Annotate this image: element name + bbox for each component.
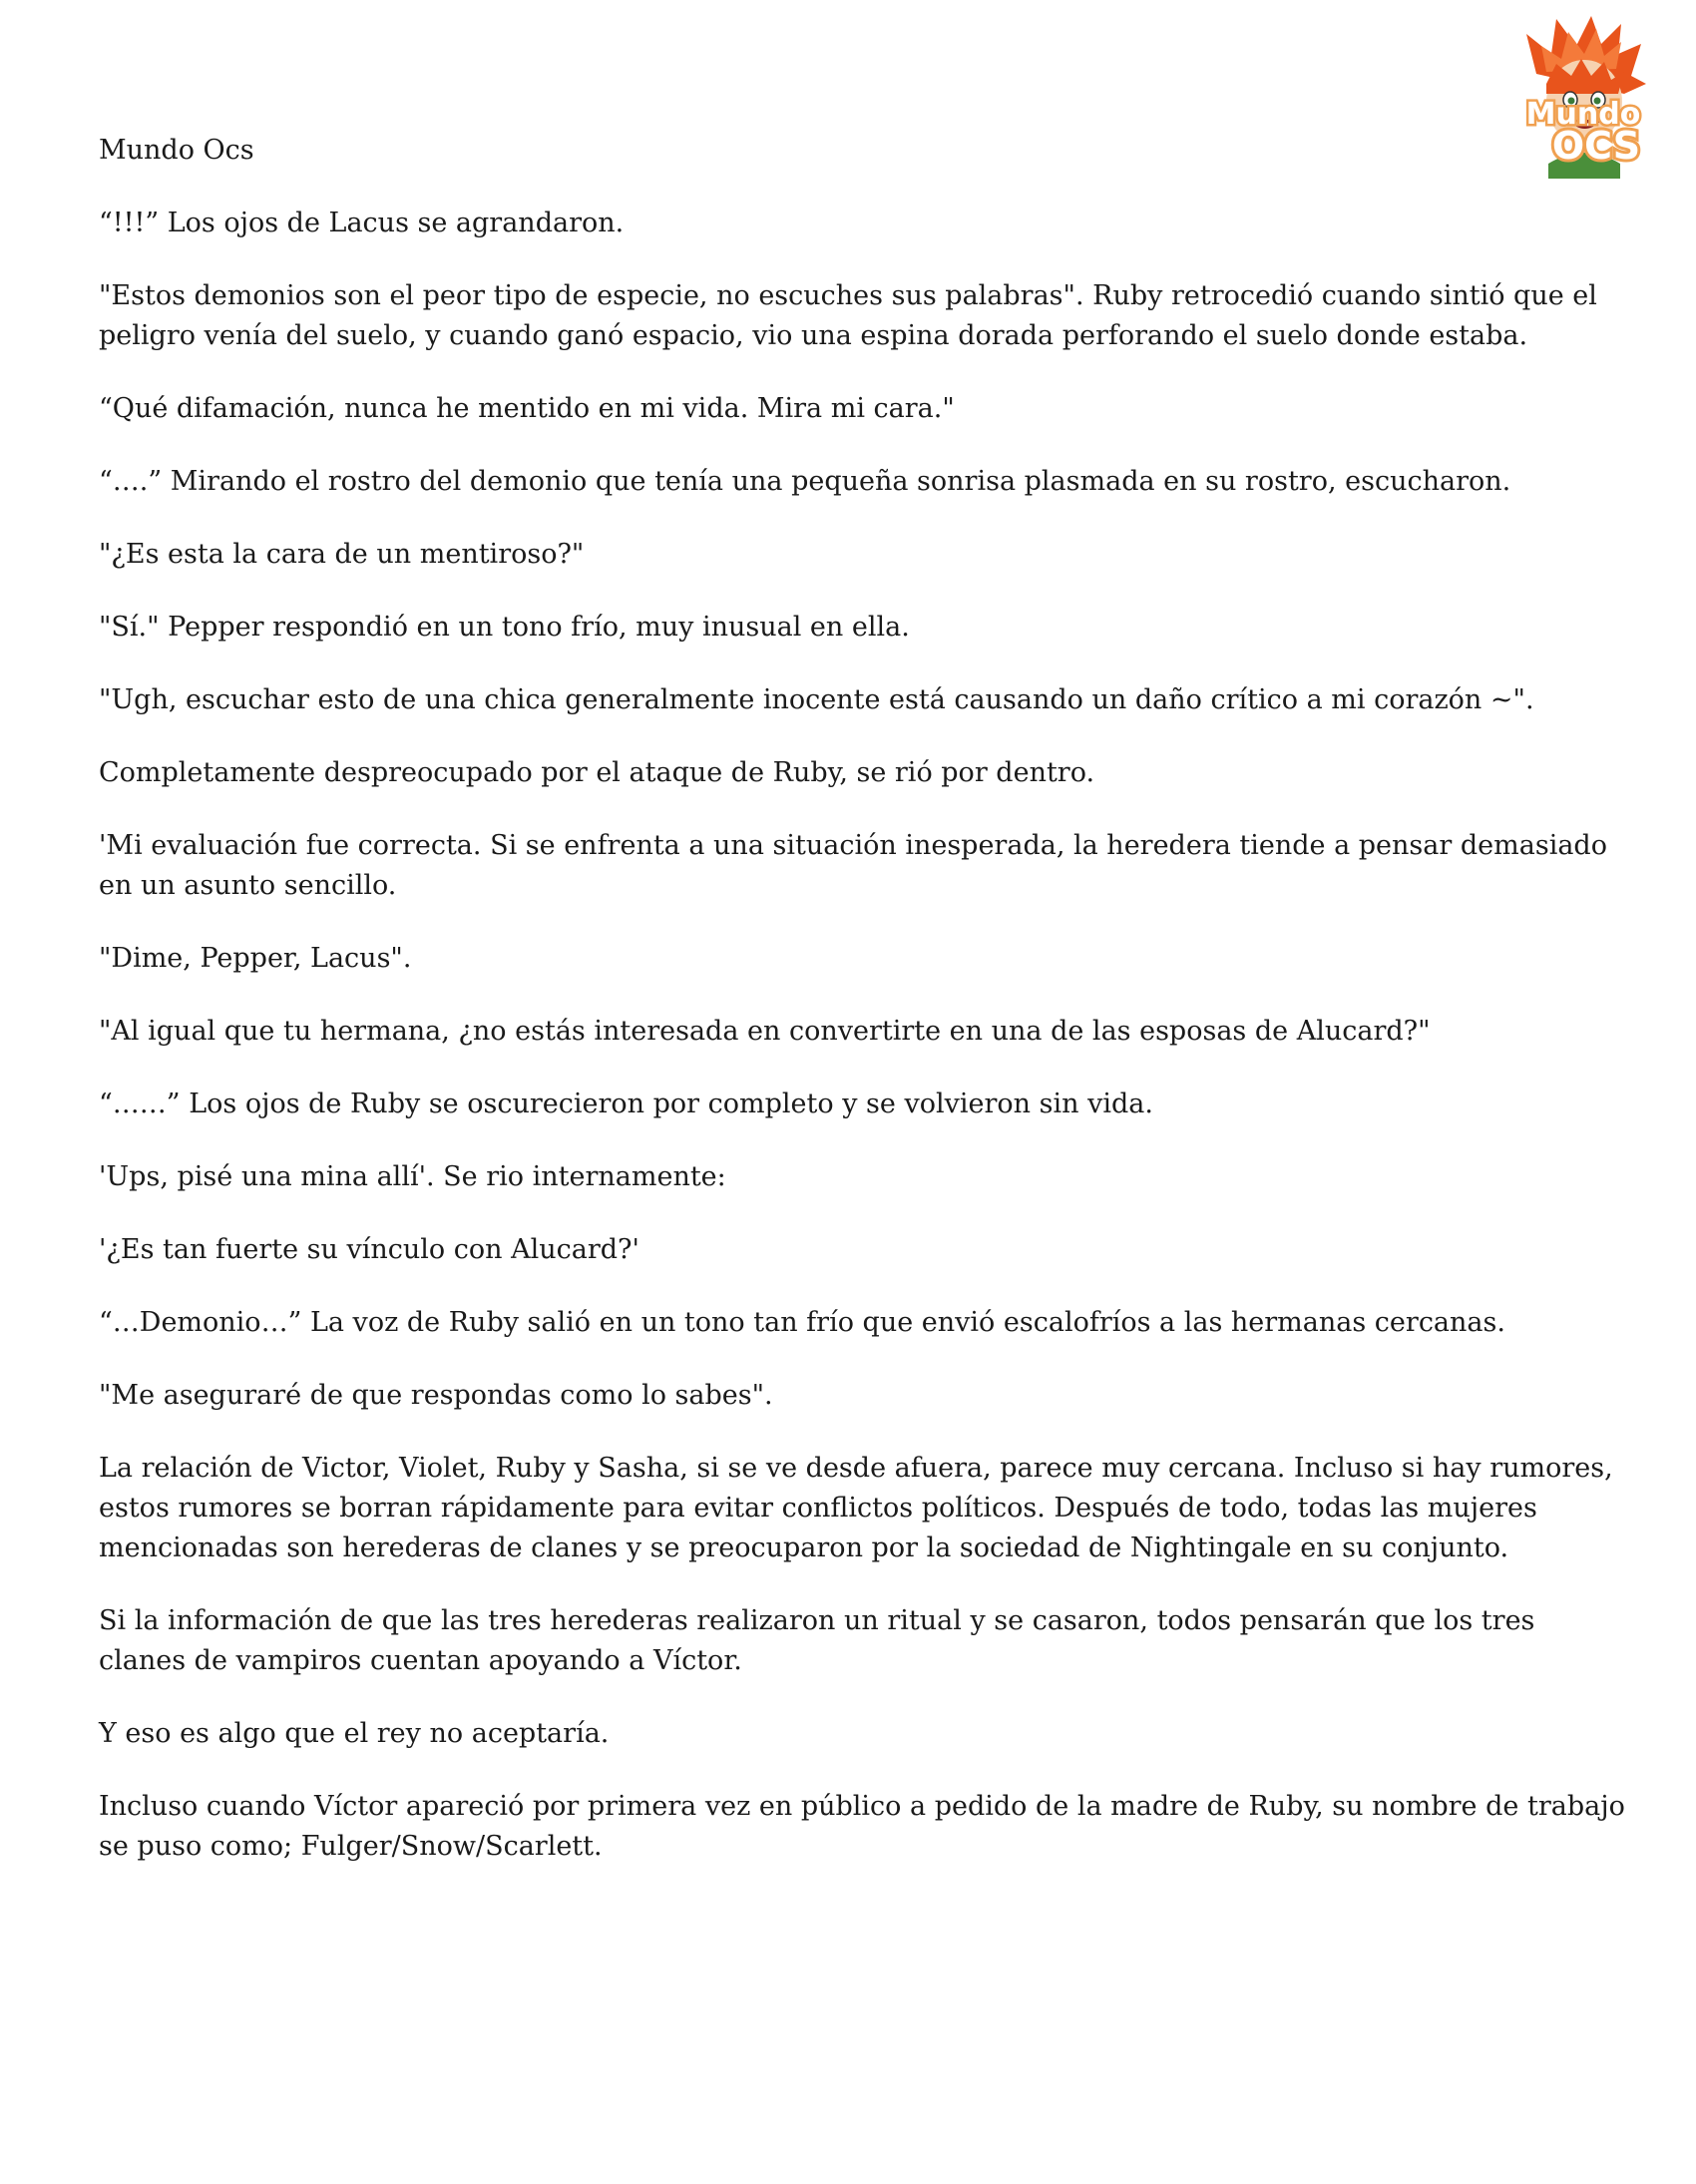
paragraph: “….” Mirando el rostro del demonio que tenía una pequeña sonrisa plasmada en su rostro, escucharon. [99,466,1511,497]
paragraph: "Sí." Pepper respondió en un tono frío, muy inusual en ella. [99,612,910,643]
paragraph: Y eso es algo que el rey no aceptaría. [99,1718,610,1749]
paragraph: Si la información de que las tres herederas realizaron un ritual y se casaron, todos pensarán que los tres clanes de vampiros cuentan apoyando a Víctor. [99,1605,1535,1676]
paragraph: '¿Es tan fuerte su vínculo con Alucard?' [99,1234,639,1265]
paragraph: "¿Es esta la cara de un mentiroso?" [99,539,585,570]
document-body [99,131,1625,1900]
paragraph: "Dime, Pepper, Lacus". [99,943,412,974]
svg-text:OCS: OCS [1551,124,1641,168]
paragraph: “Qué difamación, nunca he mentido en mi vida. Mira mi cara." [99,393,955,424]
paragraph-list [99,204,1625,1867]
paragraph: "Ugh, escuchar esto de una chica generalmente inocente está causando un daño crítico a mi corazón ~". [99,684,1534,715]
paragraph: La relación de Victor, Violet, Ruby y Sasha, si se ve desde afuera, parece muy cercana. Incluso si hay rumores, estos rumores se borran rápidamente para evitar conflictos políticos. Después de todo, todas las mujeres mencionadas son herederas de clanes y se preocuparon por la sociedad de Nightingale en su conjunto. [99,1453,1613,1563]
paragraph: "Al igual que tu hermana, ¿no estás interesada en convertirte en una de las esposas de Alucard?" [99,1016,1431,1047]
paragraph: Incluso cuando Víctor apareció por primera vez en público a pedido de la madre de Ruby, su nombre de trabajo se puso como; Fulger/Snow/Scarlett. [99,1791,1625,1862]
paragraph: Completamente despreocupado por el ataque de Ruby, se rió por dentro. [99,757,1095,788]
paragraph: “!!!” Los ojos de Lacus se agrandaron. [99,208,625,238]
document-header: Mundo Ocs [99,135,254,166]
paragraph: "Me aseguraré de que respondas como lo sabes". [99,1380,773,1411]
paragraph: “……” Los ojos de Ruby se oscurecieron por completo y se volvieron sin vida. [99,1089,1153,1119]
paragraph: 'Ups, pisé una mina allí'. Se rio internamente: [99,1161,726,1192]
paragraph: “…Demonio…” La voz de Ruby salió en un tono tan frío que envió escalofríos a las hermanas cercanas. [99,1307,1505,1338]
paragraph: 'Mi evaluación fue correcta. Si se enfrenta a una situación inesperada, la heredera tiende a pensar demasiado en un asunto sencillo. [99,830,1607,901]
svg-text:Mundo: Mundo [1525,97,1641,132]
paragraph: "Estos demonios son el peor tipo de especie, no escuches sus palabras". Ruby retrocedió cuando sintió que el peligro venía del suelo, y cuando ganó espacio, vio una espina dorada perforando el suelo donde estaba. [99,280,1597,351]
